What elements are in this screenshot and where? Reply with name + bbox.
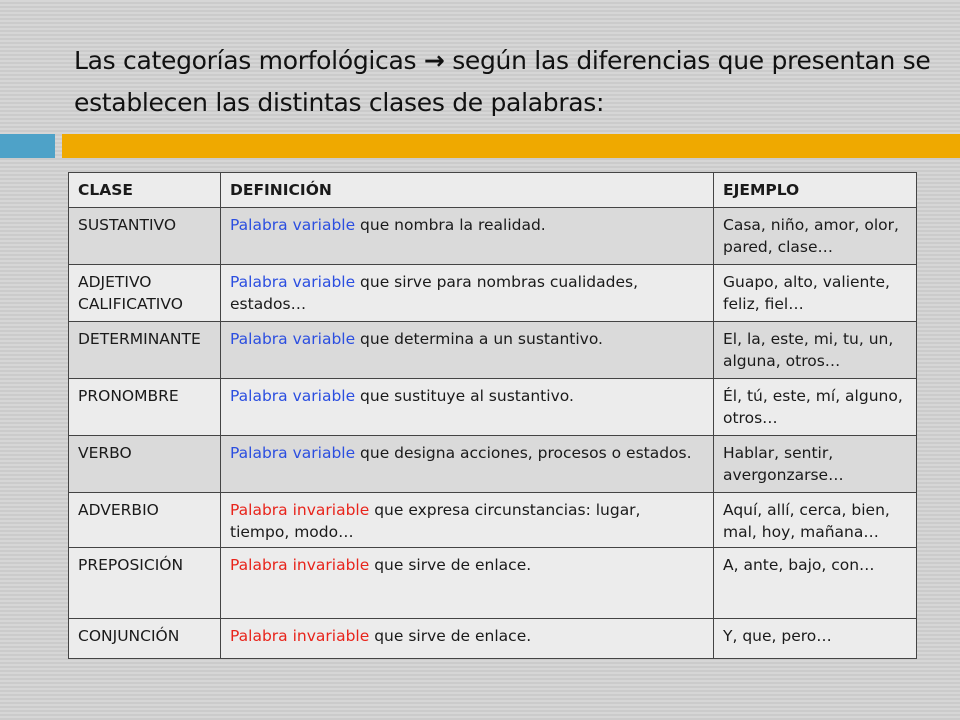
table-row: DETERMINANTE Palabra variable que determina a un sustantivo. El, la, este, mi, tu, un, alguna, otros… (69, 322, 917, 379)
arrow-right-icon: → (423, 46, 445, 75)
table-row: CONJUNCIÓN Palabra invariable que sirve de enlace. Y, que, pero… (69, 619, 917, 659)
table-header: CLASE DEFINICIÓN EJEMPLO (69, 173, 917, 208)
table-row: ADJETIVO CALIFICATIVO Palabra variable que sirve para nombras cualidades, estados… Guapo, alto, valiente, feliz, fiel… (69, 265, 917, 322)
word-classes-table (68, 172, 917, 626)
accent-bar-blue (0, 134, 55, 158)
table-row: PREPOSICIÓN Palabra invariable que sirve de enlace. A, ante, bajo, con… (69, 548, 917, 626)
accent-bar-orange (62, 134, 960, 158)
table-row: SUSTANTIVO Palabra variable que nombra la realidad. Casa, niño, amor, olor, pared, clase… (69, 208, 917, 265)
conjunction-table (68, 618, 917, 659)
slide-title: Las categorías morfológicas → según las diferencias que presentan se establecen las distintas clases de palabras: (74, 46, 931, 117)
table-row: VERBO Palabra variable que designa acciones, procesos o estados. Hablar, sentir, avergonzarse… (69, 436, 917, 493)
table-row: ADVERBIO Palabra invariable que expresa circunstancias: lugar, tiempo, modo… Aquí, allí, cerca, bien, mal, hoy, mañana… (69, 493, 917, 548)
table-row: PRONOMBRE Palabra variable que sustituye al sustantivo. Él, tú, este, mí, alguno, otros… (69, 379, 917, 436)
